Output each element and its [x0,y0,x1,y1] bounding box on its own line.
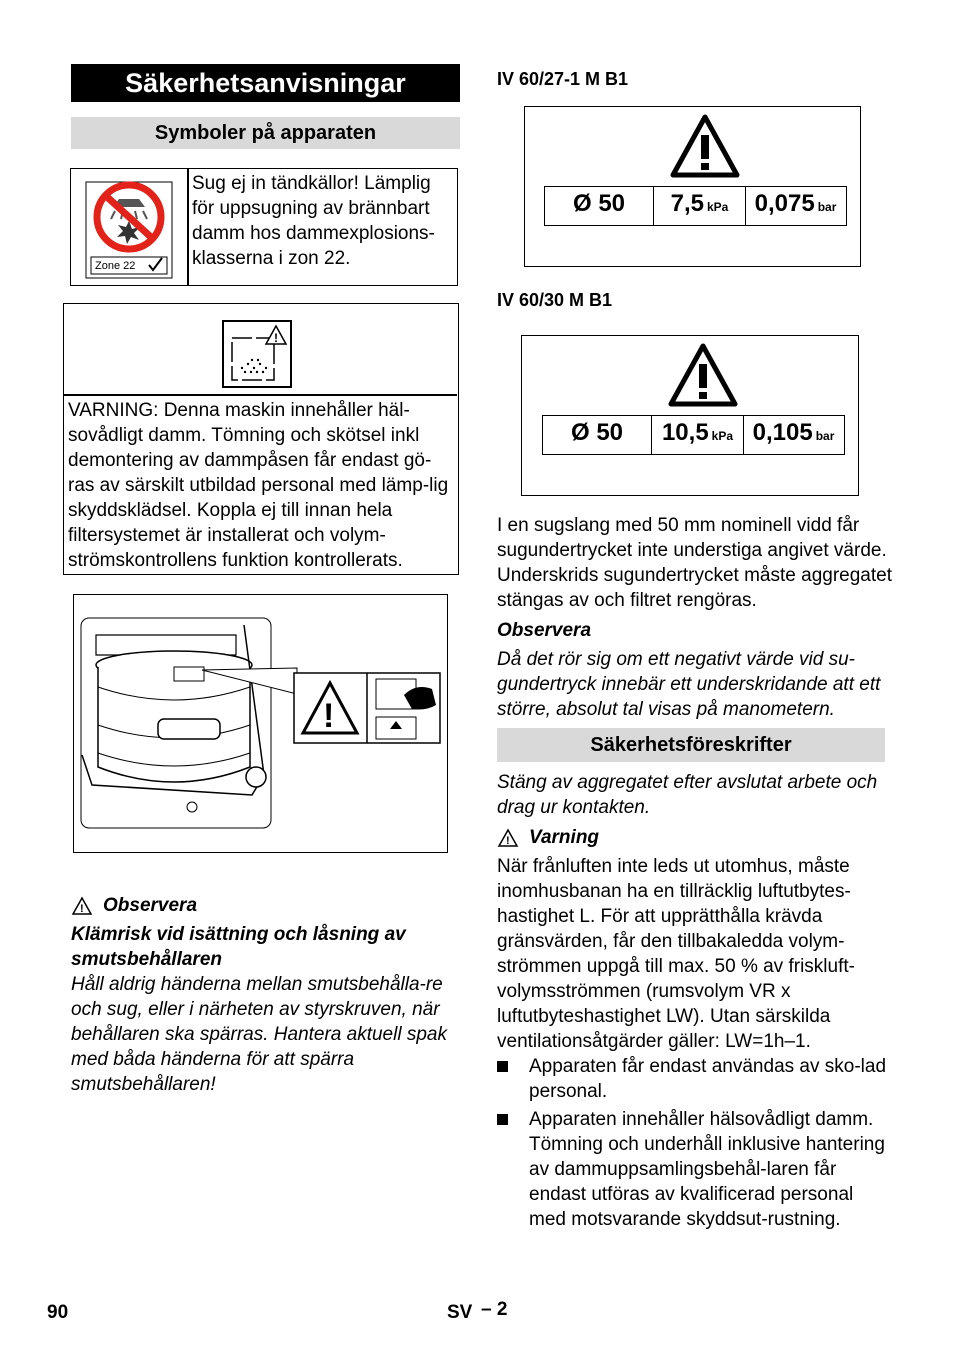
warning-triangle-icon [71,896,93,916]
gauge-bar-value-1: 0,075 [754,190,815,217]
gauge-label-1 [524,106,861,267]
gauge-kpa-unit-1: kPa [707,200,729,214]
gauge-bar-unit-2: bar [815,429,835,443]
warning-text: När frånluften inte leds ut utomhus, måste inomhusbanan ha en tillräcklig luftutbytes-hastighet L. För att upprätthålla krävda gränsvärden, får den tillbakaledda volym-strömmen uppgå till max. 50 % av friskluft-volymsströmmen (rumsvolym VR x luftutbyteshastighet LW). Utan särskilda ventilationsåtgärder gäller: LW=1h–1. [497,856,855,1052]
pinch-note-text: Håll aldrig händerna mellan smutsbehålla-re och sug, eller i närheten av styrskruven, när behållaren ska spärras. Hantera aktuell spak med båda händerna för att spärra smutsbehållaren! [71,974,447,1095]
safety-section-title: Säkerhetsföreskrifter [497,728,885,762]
page-number: 90 [47,1302,69,1323]
pinch-note [71,893,466,1097]
gauge-bar-value-2: 0,105 [752,419,813,446]
gauge-kpa-unit-2: kPa [711,429,734,443]
gauge-label-2 [521,335,859,496]
no-ignition-sources-icon [85,181,173,279]
warning-triangle-icon [669,113,741,179]
gauge-diameter-1: Ø 50 [545,187,654,225]
svg-text:!: ! [323,697,335,735]
bullet-item [497,1054,887,1104]
warning-label: Varning [529,827,600,848]
pinch-note-label: Observera [103,895,198,916]
warning-triangle-icon [667,342,739,408]
gauge-kpa-value-2: 10,5 [661,419,709,446]
observe-text: Då det rör sig om ett negativt värde vid su-gundertryck innebär ett underskridande att ett större, absolut tal visas på manometern. [497,649,881,720]
ignition-symbol-table [70,168,458,286]
hose-text: I en sugslang med 50 mm nominell vidd får sugundertrycket inte understiga angivet värde. Underskrids sugundertrycket måste aggregatet stängas av och filtret rengöras. [497,515,892,611]
bullet-square-icon [497,1061,508,1072]
model-name-2: IV 60/30 M B1 [497,290,613,310]
warning-triangle-icon [497,828,519,848]
dust-warning-table [63,303,459,575]
symbols-section-title: Symboler på apparaten [71,117,460,149]
observe-label: Observera [497,620,592,641]
footer-lang: SV [447,1302,473,1323]
bullet-text: Apparaten får endast användas av sko-lad personal. [529,1056,887,1102]
svg-text:!: ! [274,331,278,345]
bullet-item [497,1107,887,1232]
safety-intro: Stäng av aggregatet efter avslutat arbete och drag ur kontakten. [497,772,878,818]
model-name-1: IV 60/27-1 M B1 [497,69,629,89]
footer-sub-page: – 2 [481,1299,508,1320]
gauge-bar-unit-1: bar [817,200,837,214]
svg-text:!: ! [80,902,84,915]
bullet-square-icon [497,1114,508,1125]
zone-label: Zone 22 [95,260,136,272]
pinch-note-heading: Klämrisk vid isättning och låsning av smutsbehållaren [71,924,406,970]
gauge-kpa-value-1: 7,5 [670,190,704,217]
svg-text:!: ! [506,834,510,847]
dust-warning-text: VARNING: Denna maskin innehåller häl-sovådligt damm. Tömning och skötsel inkl demontering av dammpåsen får endast gö-ras av särskilt utbildad personal med lämp-lig skyddsklädsel. Koppla ej till innan hela filtersystemet är installerat och volym-strömskontrollens funktion kontrollerats. [68,400,449,571]
hazardous-dust-icon [222,320,292,388]
vacuum-cleaner-image [74,595,446,851]
page-title: Säkerhetsanvisningar [71,64,460,102]
bullet-text: Apparaten innehåller hälsovådligt damm. Tömning och underhåll inklusive hantering av dammuppsamlingsbehål-laren får endast utföras av kvalificerad personal med motsvarande skyddsut-rustning. [529,1109,885,1230]
machine-illustration [73,594,448,853]
ignition-symbol-text: Sug ej in tändkällor! Lämplig för uppsugning av brännbart damm hos dammexplosions-klasserna i zon 22. [192,173,435,269]
gauge-diameter-2: Ø 50 [543,416,652,454]
warning-heading [497,825,599,850]
